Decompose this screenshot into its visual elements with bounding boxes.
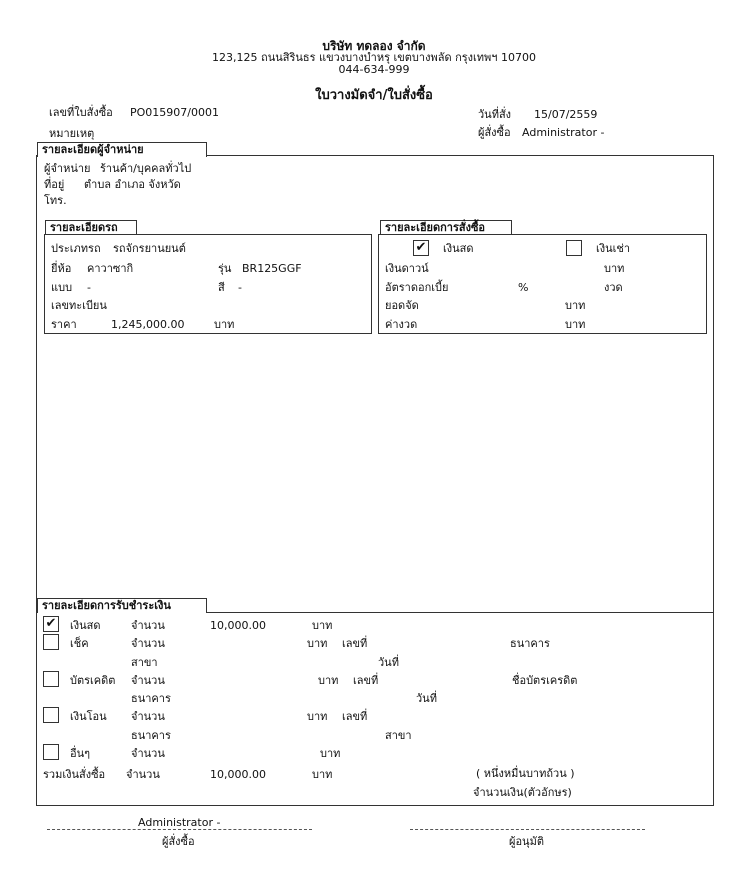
pay-credit-date-label: วันที่ <box>416 692 437 705</box>
pay-credit-amount-label: จำนวน <box>131 674 165 687</box>
car-brand: คาวาซากิ <box>87 262 134 275</box>
pay-cheque-bank-label: ธนาคาร <box>510 637 550 650</box>
po-number-label: เลขที่ใบสั่งซื้อ <box>49 106 113 119</box>
pay-cheque-checkbox[interactable] <box>43 634 59 650</box>
car-model-label: รุ่น <box>218 262 232 275</box>
approver-signature-caption: ผู้อนุมัติ <box>509 835 544 848</box>
pay-transfer-label: เงินโอน <box>70 710 107 723</box>
total-unit: บาท <box>312 768 333 781</box>
pay-transfer-checkbox[interactable] <box>43 707 59 723</box>
company-name: บริษัท ทดลอง จำกัด <box>322 39 426 53</box>
pay-other-checkbox[interactable] <box>43 744 59 760</box>
total-words: ( หนึ่งหมื่นบาทถ้วน ) <box>476 767 575 780</box>
pay-transfer-number-label: เลขที่ <box>342 710 368 723</box>
pay-cash-unit: บาท <box>312 619 333 632</box>
pay-credit-checkbox[interactable] <box>43 671 59 687</box>
car-model: BR125GGF <box>242 262 302 275</box>
order-rate-label: อัตราดอกเบี้ย <box>385 281 449 294</box>
pay-credit-cardname-label: ชื่อบัตรเครดิต <box>512 674 578 687</box>
words-caption: จำนวนเงิน(ตัวอักษร) <box>473 786 572 799</box>
supplier-address-label: ที่อยู่ <box>44 178 65 191</box>
po-number: PO015907/0001 <box>130 106 219 119</box>
pay-transfer-branch-label: สาขา <box>385 729 412 742</box>
order-date: 15/07/2559 <box>534 108 598 121</box>
total-label: รวมเงินสั่งซื้อ <box>43 768 106 781</box>
order-per-unit: บาท <box>565 318 586 331</box>
supplier-address: ตำบล อำเภอ จังหวัด <box>84 178 181 191</box>
car-price-label: ราคา <box>51 318 77 331</box>
pay-cheque-unit: บาท <box>307 637 328 650</box>
company-phone: 044-634-999 <box>338 63 410 76</box>
pay-cheque-date-label: วันที่ <box>378 656 399 669</box>
order-rate-unit: % <box>518 281 529 294</box>
pay-cash-amount-label: จำนวน <box>131 619 165 632</box>
pay-cheque-number-label: เลขที่ <box>342 637 368 650</box>
order-lease-label: เงินเช่า <box>596 242 631 255</box>
supplier-phone-label: โทร. <box>44 194 67 207</box>
total-amount: 10,000.00 <box>210 768 266 781</box>
car-type: รถจักรยานยนต์ <box>113 242 186 255</box>
order-lease-checkbox[interactable] <box>566 240 582 256</box>
order-down-unit: บาท <box>604 262 625 275</box>
pay-other-unit: บาท <box>320 747 341 760</box>
buyer-name: Administrator - <box>522 126 605 139</box>
car-color-label: สี <box>218 281 225 294</box>
order-finance-unit: บาท <box>565 299 586 312</box>
buyer-signature-line <box>47 829 312 830</box>
car-price: 1,245,000.00 <box>111 318 185 331</box>
pay-cash-label: เงินสด <box>70 619 101 632</box>
car-type-label: ประเภทรถ <box>51 242 101 255</box>
buyer-signature-caption: ผู้สั่งซื้อ <box>162 835 195 848</box>
pay-other-amount-label: จำนวน <box>131 747 165 760</box>
pay-transfer-unit: บาท <box>307 710 328 723</box>
pay-cheque-label: เช็ค <box>70 637 89 650</box>
pay-credit-unit: บาท <box>318 674 339 687</box>
order-cash-label: เงินสด <box>443 242 474 255</box>
buyer-signature-name: Administrator - <box>138 816 221 829</box>
car-brand-label: ยี่ห้อ <box>51 262 72 275</box>
car-color: - <box>238 281 242 294</box>
pay-other-label: อื่นๆ <box>70 747 91 760</box>
supplier-section-title: รายละเอียดผู้จำหน่าย <box>37 142 207 157</box>
order-date-label: วันที่สั่ง <box>478 108 512 121</box>
pay-cheque-amount-label: จำนวน <box>131 637 165 650</box>
buyer-label: ผู้สั่งซื้อ <box>478 126 511 139</box>
approver-signature-line <box>410 829 645 830</box>
pay-cash-amount: 10,000.00 <box>210 619 266 632</box>
car-style-label: แบบ <box>51 281 73 294</box>
document-title: ใบวางมัดจำ/ใบสั่งซื้อ <box>315 88 433 103</box>
pay-transfer-bank-label: ธนาคาร <box>131 729 171 742</box>
order-section-title: รายละเอียดการสั่งซื้อ <box>380 220 512 235</box>
car-section-title: รายละเอียดรถ <box>45 220 137 235</box>
payment-section-title: รายละเอียดการรับชำระเงิน <box>37 598 207 613</box>
order-finance-label: ยอดจัด <box>385 299 419 312</box>
company-address: 123,125 ถนนสิรินธร แขวงบางบำหรุ เขตบางพลัด กรุงเทพฯ 10700 <box>212 51 536 64</box>
pay-credit-number-label: เลขที่ <box>353 674 379 687</box>
pay-cheque-branch-label: สาขา <box>131 656 158 669</box>
total-amount-label: จำนวน <box>126 768 160 781</box>
car-style: - <box>87 281 91 294</box>
pay-credit-bank-label: ธนาคาร <box>131 692 171 705</box>
supplier-name-label: ผู้จำหน่าย <box>44 162 91 175</box>
note-label: หมายเหตุ <box>49 127 95 140</box>
order-cash-checkbox[interactable]: ✔ <box>413 240 429 256</box>
supplier-name: ร้านค้า/บุคคลทั่วไป <box>100 162 192 175</box>
car-price-unit: บาท <box>214 318 235 331</box>
car-plate-label: เลขทะเบียน <box>51 299 107 312</box>
order-per-label: ค่างวด <box>385 318 418 331</box>
pay-cash-checkbox[interactable]: ✔ <box>43 616 59 632</box>
order-down-label: เงินดาวน์ <box>385 262 429 275</box>
pay-transfer-amount-label: จำนวน <box>131 710 165 723</box>
order-installment-unit: งวด <box>604 281 623 294</box>
pay-credit-label: บัตรเคดิต <box>70 674 116 687</box>
